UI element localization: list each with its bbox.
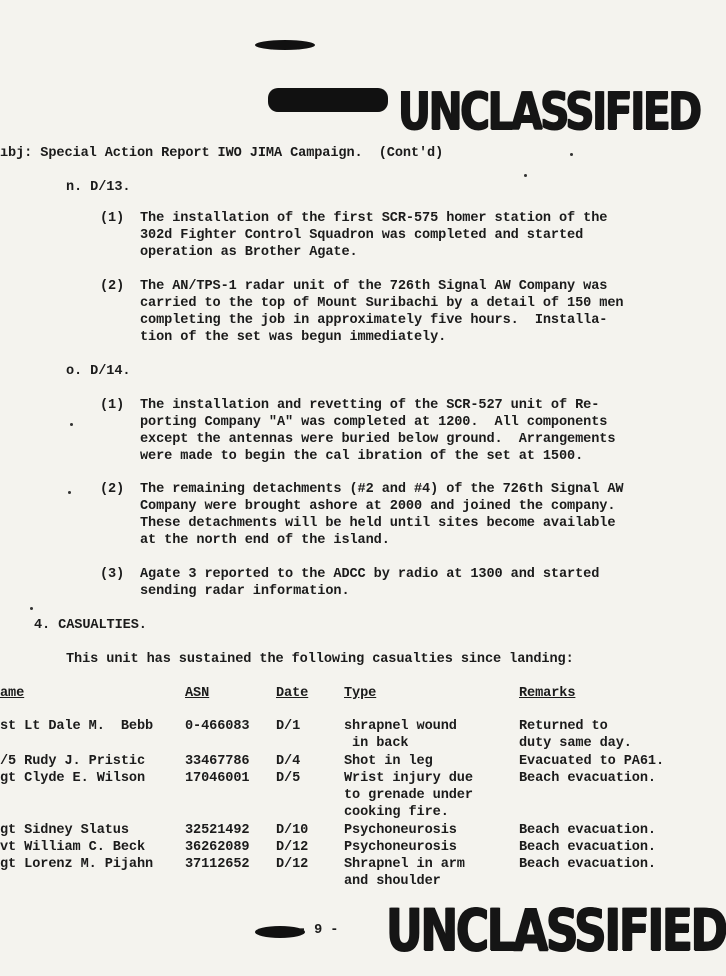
casualty-asn: 36262089: [185, 840, 250, 855]
scan-speck: [70, 423, 73, 426]
item-line: operation as Brother Agate.: [140, 245, 358, 260]
casualty-type: Psychoneurosis: [344, 840, 457, 855]
casualty-asn: 0-466083: [185, 719, 250, 734]
page-number: - 9 -: [298, 923, 339, 938]
casualty-date: D/12: [276, 840, 309, 855]
scan-speck: [524, 174, 527, 177]
redaction-mark: [255, 40, 315, 50]
casualty-date: D/5: [276, 771, 301, 786]
casualty-type: Shrapnel in arm: [344, 857, 465, 872]
casualty-type: shrapnel wound: [344, 719, 457, 734]
item-line: Company were brought ashore at 2000 and joined the company.: [140, 499, 616, 514]
item-line: except the antennas were buried below ground. Arrangements: [140, 432, 616, 447]
item-line: The installation and revetting of the SCR-527 unit of Re-: [140, 398, 600, 413]
casualty-type: Shot in leg: [344, 754, 433, 769]
item-line: The AN/TPS-1 radar unit of the 726th Signal AW Company was: [140, 279, 608, 294]
column-header-name: ame: [0, 686, 25, 701]
casualty-type: in back: [344, 736, 409, 751]
casualty-asn: 32521492: [185, 823, 250, 838]
scan-speck: [68, 491, 71, 494]
item-line: at the north end of the island.: [140, 533, 390, 548]
item-line: Agate 3 reported to the ADCC by radio at 1300 and started: [140, 567, 600, 582]
casualty-name: st Lt Dale M. Bebb: [0, 719, 154, 734]
casualty-date: D/10: [276, 823, 309, 838]
casualty-date: D/4: [276, 754, 301, 769]
casualty-type: to grenade under: [344, 788, 473, 803]
section-heading-casualties: 4. CASUALTIES.: [34, 618, 147, 633]
unclassified-stamp-top: UNCLASSIFIED: [398, 82, 700, 142]
casualty-name: vt William C. Beck: [0, 840, 146, 855]
item-line: tion of the set was begun immediately.: [140, 330, 447, 345]
column-header-type: Type: [344, 686, 377, 701]
item-number: (1): [100, 211, 125, 226]
scan-speck: [570, 153, 573, 156]
casualty-type: cooking fire.: [344, 805, 449, 820]
redaction-bar: [268, 88, 388, 112]
casualty-name: gt Clyde E. Wilson: [0, 771, 146, 786]
column-header-asn: ASN: [185, 686, 210, 701]
item-line: The remaining detachments (#2 and #4) of the 726th Signal AW: [140, 482, 624, 497]
section-heading-o: o. D/14.: [66, 364, 131, 379]
item-line: porting Company "A" was completed at 1200. All components: [140, 415, 608, 430]
item-line: completing the job in approximately five hours. Installa-: [140, 313, 608, 328]
item-number: (1): [100, 398, 125, 413]
casualty-type: and shoulder: [344, 874, 441, 889]
scan-speck: [30, 607, 33, 610]
item-line: These detachments will be held until sites become available: [140, 516, 616, 531]
section-heading-n: n. D/13.: [66, 180, 131, 195]
item-number: (2): [100, 279, 125, 294]
item-line: sending radar information.: [140, 584, 350, 599]
casualty-name: gt Sidney Slatus: [0, 823, 129, 838]
casualty-remarks: Returned to: [519, 719, 608, 734]
item-line: carried to the top of Mount Suribachi by a detail of 150 men: [140, 296, 624, 311]
casualty-remarks: Evacuated to PA61.: [519, 754, 665, 769]
casualty-type: Wrist injury due: [344, 771, 473, 786]
item-number: (2): [100, 482, 125, 497]
casualty-remarks: Beach evacuation.: [519, 840, 656, 855]
column-header-date: Date: [276, 686, 309, 701]
column-header-remarks: Remarks: [519, 686, 576, 701]
casualty-asn: 33467786: [185, 754, 250, 769]
casualty-remarks: Beach evacuation.: [519, 857, 656, 872]
item-line: The installation of the first SCR-575 homer station of the: [140, 211, 608, 226]
item-line: were made to begin the cal ibration of the set at 1500.: [140, 449, 584, 464]
casualty-type: Psychoneurosis: [344, 823, 457, 838]
item-number: (3): [100, 567, 125, 582]
casualty-asn: 37112652: [185, 857, 250, 872]
casualty-date: D/12: [276, 857, 309, 872]
casualty-remarks: Beach evacuation.: [519, 823, 656, 838]
casualty-date: D/1: [276, 719, 301, 734]
casualty-name: gt Lorenz M. Pijahn: [0, 857, 154, 872]
casualty-remarks: duty same day.: [519, 736, 632, 751]
casualty-asn: 17046001: [185, 771, 250, 786]
unclassified-stamp-bottom: UNCLASSIFIED: [386, 896, 726, 964]
casualty-name: /5 Rudy J. Pristic: [0, 754, 146, 769]
casualty-remarks: Beach evacuation.: [519, 771, 656, 786]
item-line: 302d Fighter Control Squadron was completed and started: [140, 228, 584, 243]
casualties-intro: This unit has sustained the following casualties since landing:: [66, 652, 574, 667]
subject-line: ıbj: Special Action Report IWO JIMA Campaign. (Cont'd): [0, 146, 444, 161]
